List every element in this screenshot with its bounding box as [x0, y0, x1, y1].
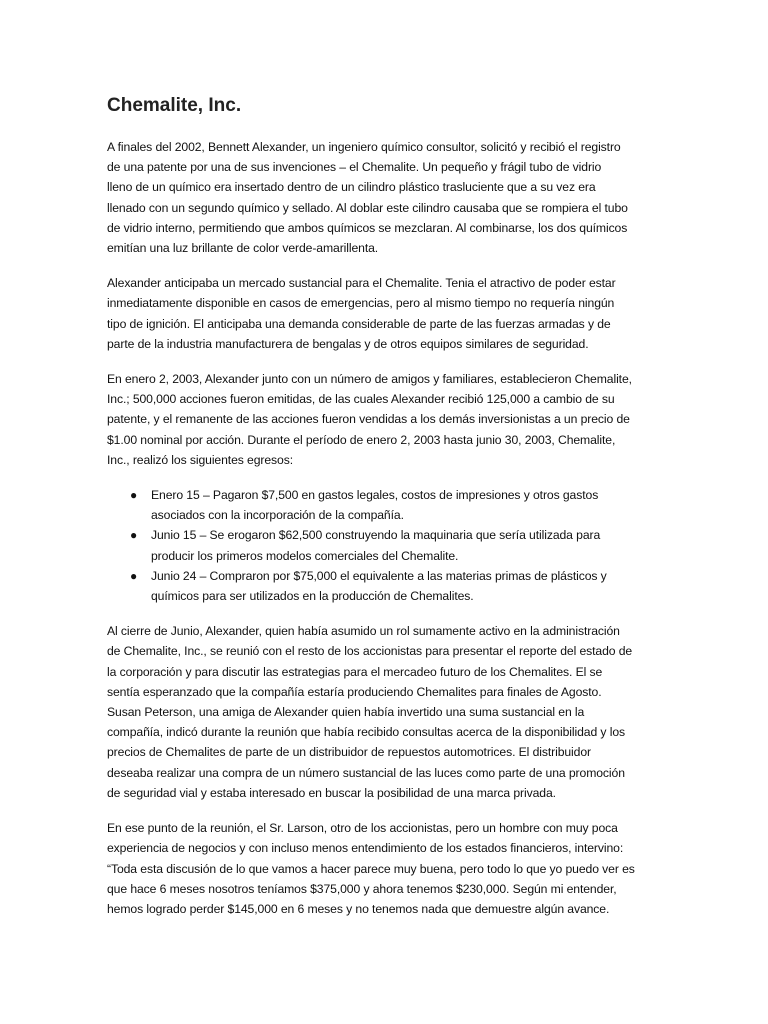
paragraph-line: A finales del 2002, Bennett Alexander, un ingeniero químico consultor, solicitó y recibió el registro [107, 140, 621, 154]
list-item-line: producir los primeros modelos comerciales del Chemalite. [151, 548, 459, 563]
paragraph-incorporation [107, 369, 665, 470]
paragraph-line: de vidrio interno, permitiendo que ambos químicos se mezclaran. Al combinarse, los dos químicos [107, 220, 628, 235]
paragraph-line: Susan Peterson, una amiga de Alexander quien había invertido una suma sustancial en la [107, 705, 585, 720]
expense-list [107, 485, 665, 606]
paragraph-line: la corporación y para discutir las estrategias para el mercadeo futuro de los Chemalites. El se [107, 664, 603, 679]
paragraph-patent [107, 137, 665, 258]
list-item [107, 566, 665, 606]
paragraph-meeting [107, 621, 665, 803]
paragraph-line: compañía, indicó durante la reunión que había recibido consultas acerca de la disponibilidad y los [107, 725, 625, 740]
paragraph-line: En enero 2, 2003, Alexander junto con un número de amigos y familiares, establecieron Chemalite, [107, 372, 632, 387]
paragraph-line: En ese punto de la reunión, el Sr. Larson, otro de los accionistas, pero un hombre con muy poca [107, 821, 618, 836]
bullet-dot-icon: ● [130, 568, 138, 583]
list-item-line: Junio 15 – Se erogaron $62,500 construyendo la maquinaria que sería utilizada para [151, 528, 601, 543]
list-item-line: asociados con la incorporación de la compañía. [151, 508, 404, 523]
paragraph-line: que hace 6 meses nosotros teníamos $375,000 y ahora tenemos $230,000. Según mi entender, [107, 881, 617, 896]
list-item [107, 525, 665, 565]
paragraph-line: experiencia de negocios y con incluso menos entendimiento de los estados financieros, intervino: [107, 841, 624, 856]
paragraph-line: inmediatamente disponible en casos de emergencias, pero al mismo tiempo no requería ningún [107, 296, 615, 311]
paragraph-line: llenado con un segundo químico y sellado. Al doblar este cilindro causaba que se rompiera el tubo [107, 200, 628, 215]
paragraph-line: Inc., realizó los siguientes egresos: [107, 452, 293, 467]
paragraph-line: precios de Chemalites de parte de un distribuidor de repuestos automotrices. El distribuidor [107, 745, 591, 760]
paragraph-line: de Chemalite, Inc., se reunió con el resto de los accionistas para presentar el reporte del estado de [107, 644, 633, 659]
paragraph-line: Al cierre de Junio, Alexander, quien había asumido un rol sumamente activo en la administración [107, 624, 620, 639]
paragraph-line: de una patente por una de sus invenciones – el Chemalite. Un pequeño y frágil tubo de vidrio [107, 160, 602, 175]
paragraph-line: patente, y el remanente de las acciones fueron vendidas a los demás inversionistas a un precio de [107, 412, 630, 427]
bullet-dot-icon: ● [130, 528, 138, 543]
paragraph-line: deseaba realizar una compra de un número sustancial de las luces como parte de una promoción [107, 765, 625, 780]
paragraph-line: de seguridad vial y estaba interesado en buscar la posibilidad de una marca privada. [107, 785, 556, 800]
paragraph-larson [107, 818, 665, 919]
list-item-line: Junio 24 – Compraron por $75,000 el equivalente a las materias primas de plásticos y [151, 568, 607, 583]
bullet-dot-icon: ● [130, 488, 138, 503]
list-item [107, 485, 665, 525]
paragraph-line: lleno de un químico era insertado dentro de un cilindro plástico trasluciente que a su vez era [107, 180, 596, 195]
list-item-line: Enero 15 – Pagaron $7,500 en gastos legales, costos de impresiones y otros gastos [151, 488, 599, 503]
paragraph-line: Alexander anticipaba un mercado sustancial para el Chemalite. Tenia el atractivo de poder estar [107, 276, 616, 291]
paragraph-line: Inc.; 500,000 acciones fueron emitidas, de las cuales Alexander recibió 125,000 a cambio de su [107, 392, 615, 407]
document-page [107, 92, 665, 934]
paragraph-line: $1.00 nominal por acción. Durante el período de enero 2, 2003 hasta junio 30, 2003, Chemalite, [107, 432, 616, 447]
paragraph-line: sentía esperanzado que la compañía estaría produciendo Chemalites para finales de Agosto. [107, 684, 602, 699]
list-item-line: químicos para ser utilizados en la producción de Chemalites. [151, 589, 474, 604]
paragraph-line: parte de la industria manufacturera de bengalas y de otros equipos similares de seguridad. [107, 336, 589, 351]
paragraph-line: “Toda esta discusión de lo que vamos a hacer parece muy buena, pero todo lo que yo puedo ver es [107, 861, 635, 876]
paragraph-line: hemos logrado perder $145,000 en 6 meses y no tenemos nada que demuestre algún avance. [107, 901, 610, 916]
document-title: Chemalite, Inc. [107, 95, 242, 116]
paragraph-line: tipo de ignición. El anticipaba una demanda considerable de parte de las fuerzas armadas y de [107, 316, 611, 331]
paragraph-line: emitían una luz brillante de color verde-amarillenta. [107, 241, 379, 256]
paragraph-market [107, 273, 665, 354]
